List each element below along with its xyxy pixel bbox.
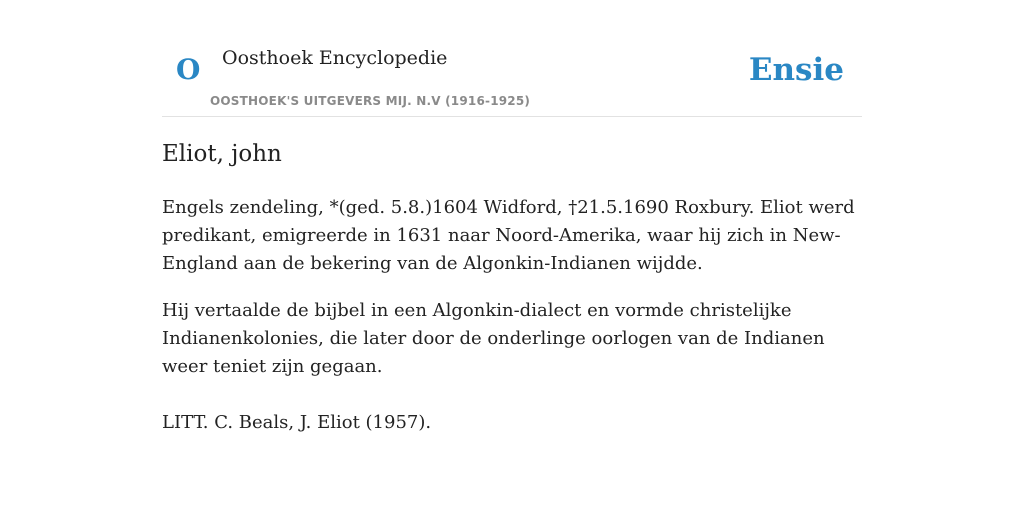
article-paragraph: Hij vertaalde de bijbel in een Algonkin-dialect en vormde christelijke Indianenkolonies, die later door de onderlinge oorlogen van de Indianen weer teniet zijn gegaan. [162, 300, 825, 377]
article-paragraph: Engels zendeling, *(ged. 5.8.)1604 Widford, †21.5.1690 Roxbury. Eliot werd predikant, emigreerde in 1631 naar Noord-Amerika, waar hij zich in New-England aan de bekering van de Algonkin-Indianen wijdde. [162, 197, 855, 274]
site-title-link[interactable]: Oosthoek Encyclopedie [222, 47, 448, 69]
ensie-logo-link[interactable]: Ensie [748, 52, 844, 88]
literature-reference: LITT. C. Beals, J. Eliot (1957). [162, 412, 432, 433]
article-body [162, 136, 862, 437]
publisher-subtitle: OOSTHOEK'S UITGEVERS MIJ. N.V (1916-1925) [210, 94, 531, 108]
site-header [162, 0, 862, 117]
logo-icon[interactable]: O [176, 53, 201, 86]
article-title: Eliot, john [162, 141, 282, 167]
